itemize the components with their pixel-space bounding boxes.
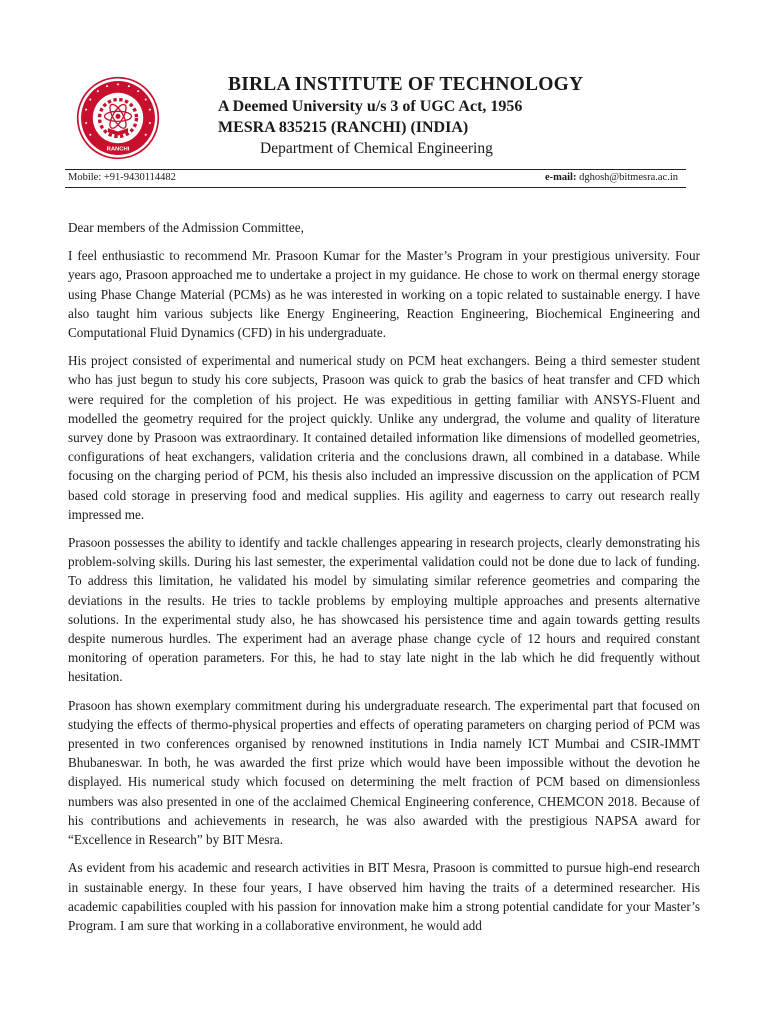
institute-seal-icon	[76, 76, 160, 160]
mobile-number: Mobile: +91-9430114482	[68, 172, 176, 183]
email-label: e-mail:	[544, 172, 577, 183]
letterhead-text	[218, 74, 698, 160]
paragraph-4: Prasoon has shown exemplary commitment during his undergraduate research. The experimental part that focused on studying the effects of thermo-physical properties and effects of operating parameters on charging period of PCM was presented in two conferences organised by renowned institutions in India namely ICT Mumbai and CSIR-IMMT Bhubaneswar. In both, he was awarded the first prize which would have been impossible without the devotion he displayed. His numerical study which focused on determining the melt fraction of PCM based on dimensionless numbers was also presented in one of the acclaimed Chemical Engineering conference, CHEMCON 2018. Because of his contributions and achievements in research, he was also awarded with the prestigious NAPSA award for “Excellence in Research” by BIT Mesra.	[68, 697, 700, 848]
institute-status: A Deemed University u/s 3 of UGC Act, 1956	[218, 98, 523, 115]
contact-line	[68, 172, 678, 186]
paragraph-1: I feel enthusiastic to recommend Mr. Prasoon Kumar for the Master’s Program in your prestigious university. Four years ago, Prasoon approached me to undertake a project in my guidance. He chose to work on thermal energy storage using Phase Change Material (PCMs) as he was interested in working on a topic related to sustainable energy. I have also taught him various subjects like Energy Engineering, Reaction Engineering, Biochemical Engineering and Computational Fluid Dynamics (CFD) in his undergraduate.	[68, 248, 700, 341]
letter-body	[68, 218, 700, 944]
department-name: Department of Chemical Engineering	[260, 140, 493, 157]
email-address: dghosh@bitmesra.ac.in	[579, 172, 678, 183]
email-block	[545, 172, 678, 183]
seal-text: RANCHI	[106, 146, 130, 153]
institute-location: MESRA 835215 (RANCHI) (INDIA)	[218, 119, 469, 136]
letterhead	[68, 70, 688, 170]
paragraph-3: Prasoon possesses the ability to identify and tackle challenges appearing in research projects, clearly demonstrating his problem-solving skills. During his last semester, the experimental validation could not be done due to lack of funding. To address this limitation, he validated his model by simulating similar reference geometries and comparing the deviations in the results. He tries to tackle problems by employing multiple approaches and presents alternative solutions. In the experimental study also, he has showcased his persistence time and again towards getting results despite numerous hurdles. The experiment had an average phase change cycle of 12 hours and required constant monitoring of operation parameters. For this, he had to stay late night in the lab which he did frequently without hesitation.	[68, 535, 700, 685]
salutation: Dear members of the Admission Committee,	[68, 220, 304, 235]
header-divider-bottom	[65, 187, 686, 188]
paragraph-5: As evident from his academic and research activities in BIT Mesra, Prasoon is committed to pursue high-end research in sustainable energy. In these four years, I have observed him having the traits of a determined researcher. His academic capabilities coupled with his passion for innovation make him a strong potential candidate for your Master’s Program. I am sure that working in a collaborative environment, he would add	[68, 860, 700, 933]
paragraph-2: His project consisted of experimental and numerical study on PCM heat exchangers. Being a third semester student who has just begun to study his core subjects, Prasoon was quick to grab the basics of heat transfer and CFD which were required for the completion of his project. He was expeditious in getting familiar with ANSYS-Fluent and modelled the geometry required for the project quickly. Unlike any undergrad, the volume and quality of literature survey done by Prasoon was extraordinary. It contained detailed information like dimensions of modelled geometries, configurations of heat exchangers, validation criteria and the conclusions drawn, all combined in a database. While focusing on the charging period of PCM, his thesis also included an impressive discussion on the application of PCM based cold storage in preserving food and medical supplies. His agility and eagerness to carry out research really impressed me.	[68, 353, 700, 522]
header-divider-top	[65, 169, 686, 170]
institute-name: BIRLA INSTITUTE OF TECHNOLOGY	[228, 74, 584, 95]
